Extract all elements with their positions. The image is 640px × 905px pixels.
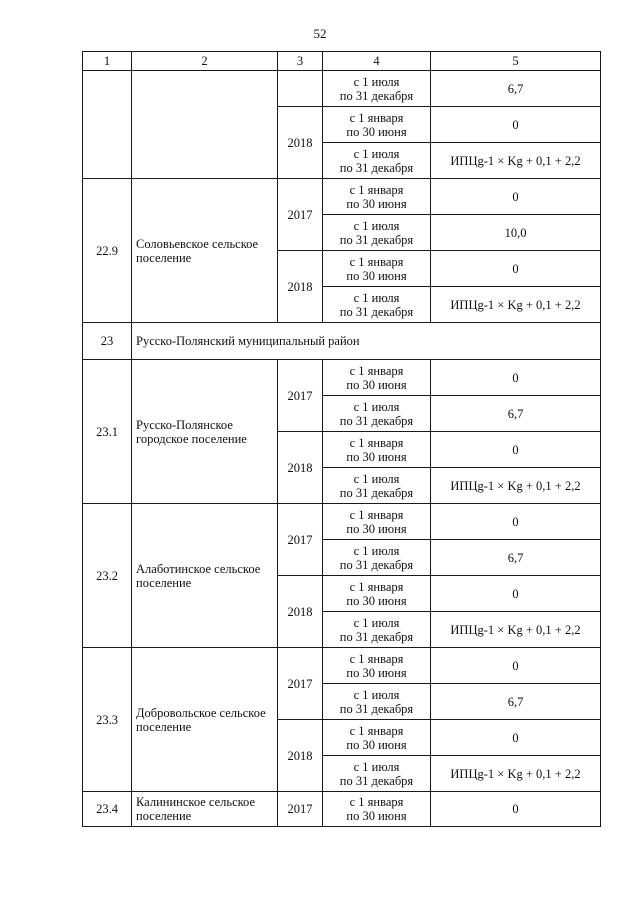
settlement-name-cell: Русско-Полянское городское поселение bbox=[132, 360, 278, 504]
row-number-cell: 23.4 bbox=[83, 792, 132, 827]
year-cell: 2017 bbox=[278, 792, 323, 827]
period-cell: с 1 января по 30 июня bbox=[323, 179, 431, 215]
period-cell: с 1 января по 30 июня bbox=[323, 792, 431, 827]
year-cell: 2018 bbox=[278, 720, 323, 792]
tariff-value-cell: 0 bbox=[431, 792, 601, 827]
row-number-cell bbox=[83, 71, 132, 179]
header-cell-5: 5 bbox=[431, 52, 601, 71]
period-cell: с 1 июля по 31 декабря bbox=[323, 287, 431, 323]
year-cell: 2017 bbox=[278, 648, 323, 720]
tariff-formula-cell: ИПЦg-1 × Kg + 0,1 + 2,2 bbox=[431, 143, 601, 179]
tariff-value-cell: 0 bbox=[431, 720, 601, 756]
section-title-cell: Русско-Полянский муниципальный район bbox=[132, 323, 601, 360]
period-cell: с 1 января по 30 июня bbox=[323, 576, 431, 612]
year-cell: 2017 bbox=[278, 360, 323, 432]
period-cell: с 1 июля по 31 декабря bbox=[323, 396, 431, 432]
header-cell-2: 2 bbox=[132, 52, 278, 71]
period-cell: с 1 июля по 31 декабря bbox=[323, 684, 431, 720]
tariff-value-cell: 10,0 bbox=[431, 215, 601, 251]
table-row bbox=[83, 792, 601, 827]
table-row bbox=[83, 179, 601, 215]
tariff-value-cell: 6,7 bbox=[431, 684, 601, 720]
tariff-table bbox=[82, 51, 601, 827]
tariff-formula-cell: ИПЦg-1 × Kg + 0,1 + 2,2 bbox=[431, 756, 601, 792]
tariff-value-cell: 6,7 bbox=[431, 540, 601, 576]
year-cell: 2017 bbox=[278, 179, 323, 251]
tariff-formula-cell: ИПЦg-1 × Kg + 0,1 + 2,2 bbox=[431, 287, 601, 323]
year-cell: 2018 bbox=[278, 432, 323, 504]
period-cell: с 1 января по 30 июня bbox=[323, 720, 431, 756]
tariff-value-cell: 6,7 bbox=[431, 396, 601, 432]
year-cell bbox=[278, 71, 323, 107]
period-cell: с 1 января по 30 июня bbox=[323, 648, 431, 684]
period-cell: с 1 июля по 31 декабря bbox=[323, 612, 431, 648]
tariff-value-cell: 0 bbox=[431, 576, 601, 612]
table-row bbox=[83, 504, 601, 540]
settlement-name-cell bbox=[132, 71, 278, 179]
period-cell: с 1 июля по 31 декабря bbox=[323, 468, 431, 504]
header-row bbox=[83, 52, 601, 71]
period-cell: с 1 июля по 31 декабря bbox=[323, 756, 431, 792]
tariff-value-cell: 0 bbox=[431, 360, 601, 396]
header-cell-1: 1 bbox=[83, 52, 132, 71]
row-number-cell: 23.3 bbox=[83, 648, 132, 792]
table-row bbox=[83, 360, 601, 396]
tariff-formula-cell: ИПЦg-1 × Kg + 0,1 + 2,2 bbox=[431, 612, 601, 648]
tariff-value-cell: 6,7 bbox=[431, 71, 601, 107]
settlement-name-cell: Калининское сельское поселение bbox=[132, 792, 278, 827]
header-cell-4: 4 bbox=[323, 52, 431, 71]
tariff-value-cell: 0 bbox=[431, 432, 601, 468]
period-cell: с 1 января по 30 июня bbox=[323, 360, 431, 396]
period-cell: с 1 июля по 31 декабря bbox=[323, 143, 431, 179]
period-cell: с 1 января по 30 июня bbox=[323, 504, 431, 540]
year-cell: 2018 bbox=[278, 251, 323, 323]
section-row bbox=[83, 323, 601, 360]
page-number: 52 bbox=[313, 26, 327, 41]
period-cell: с 1 января по 30 июня bbox=[323, 432, 431, 468]
period-cell: с 1 января по 30 июня bbox=[323, 107, 431, 143]
tariff-value-cell: 0 bbox=[431, 504, 601, 540]
tariff-value-cell: 0 bbox=[431, 107, 601, 143]
year-cell: 2017 bbox=[278, 504, 323, 576]
tariff-value-cell: 0 bbox=[431, 179, 601, 215]
period-cell: с 1 июля по 31 декабря bbox=[323, 540, 431, 576]
section-number-cell: 23 bbox=[83, 323, 132, 360]
tariff-value-cell: 0 bbox=[431, 648, 601, 684]
settlement-name-cell: Соловьевское сельское поселение bbox=[132, 179, 278, 323]
table-row bbox=[83, 71, 601, 107]
year-cell: 2018 bbox=[278, 107, 323, 179]
table-row bbox=[83, 648, 601, 684]
tariff-formula-cell: ИПЦg-1 × Kg + 0,1 + 2,2 bbox=[431, 468, 601, 504]
header-cell-3: 3 bbox=[278, 52, 323, 71]
tariff-value-cell: 0 bbox=[431, 251, 601, 287]
row-number-cell: 23.1 bbox=[83, 360, 132, 504]
row-number-cell: 23.2 bbox=[83, 504, 132, 648]
period-cell: с 1 января по 30 июня bbox=[323, 251, 431, 287]
period-cell: с 1 июля по 31 декабря bbox=[323, 71, 431, 107]
settlement-name-cell: Добровольское сельское поселение bbox=[132, 648, 278, 792]
row-number-cell: 22.9 bbox=[83, 179, 132, 323]
period-cell: с 1 июля по 31 декабря bbox=[323, 215, 431, 251]
year-cell: 2018 bbox=[278, 576, 323, 648]
settlement-name-cell: Алаботинское сельское поселение bbox=[132, 504, 278, 648]
